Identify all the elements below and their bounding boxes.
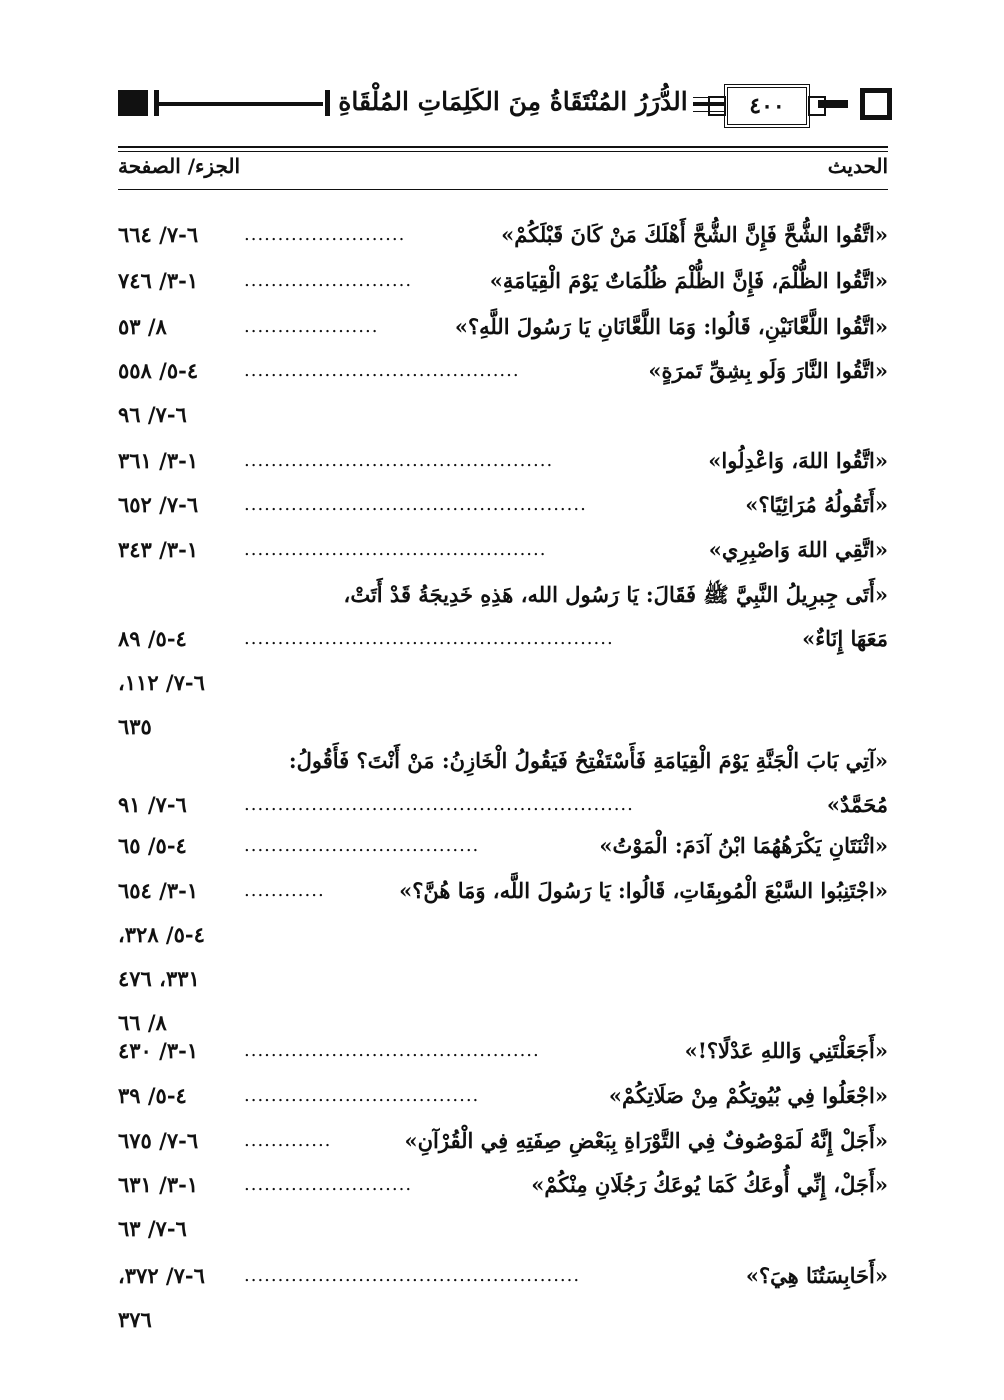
running-header bbox=[118, 78, 888, 130]
hadith-text-continued: مَعَهَا إِنَاءٌ» bbox=[802, 626, 888, 651]
reference: ٦-٧/ ١١٢، bbox=[118, 670, 205, 695]
divider bbox=[118, 189, 888, 190]
reference: ٦-٧/ ٦٦٤ bbox=[118, 222, 199, 247]
reference: ١-٣/ ٦٥٤ bbox=[118, 878, 199, 903]
reference: ١-٣/ ٤٣٠ bbox=[118, 1038, 199, 1063]
page-number: ٤٠٠ bbox=[724, 84, 810, 128]
reference: ٨/ ٥٣ bbox=[118, 314, 167, 339]
index-entry: «أَجَلْ إِنَّهُ لَمَوْصُوفٌ فِي التَّوْرَاةِ بِبَعْضِ صِفَتِهِ فِي الْقُرْآنِ» ............. ٦-٧/ ٦٧٥ bbox=[118, 1121, 888, 1165]
reference: ٦-٧/ ٦٣ bbox=[118, 1216, 187, 1241]
hadith-text: «اثْنَتَانِ يَكْرَهُهُمَا ابْنُ آدَمَ: الْمَوْتُ» bbox=[599, 833, 888, 858]
hadith-text: «اجْعَلُوا فِي بُيُوتِكُمْ مِنْ صَلَاتِكُمْ» bbox=[608, 1083, 888, 1108]
hadith-text: «اتَّقِي اللهَ وَاصْبِرِي» bbox=[708, 537, 888, 562]
index-entry: «اتَّقِي اللهَ وَاصْبِرِي» ............................................. ١-٣/ ٣٤٣ bbox=[118, 530, 888, 574]
reference: ٣٣١، ٤٧٦ bbox=[118, 966, 200, 991]
header-rule bbox=[158, 102, 323, 106]
ornament-block bbox=[118, 90, 148, 116]
index-entry: «اتَّقُوا الشُّحَّ فَإِنَّ الشُّحَّ أَهْلَكَ مَنْ كَانَ قَبْلَكُمْ» ........................ ٦-٧/ ٦٦٤ bbox=[118, 215, 888, 259]
reference: ١-٣/ ٣٦١ bbox=[118, 448, 199, 473]
hadith-text: «أَحَابِسَتُنَا هِيَ؟» bbox=[745, 1263, 888, 1288]
hadith-text: «أَجَلْ، إِنِّي أُوعَكُ كَمَا يُوعَكُ رَجُلَانِ مِنْكُمْ» bbox=[531, 1172, 888, 1197]
reference: ٦-٧/ ٩١ bbox=[118, 792, 187, 817]
hadith-text: «اجْتَنِبُوا السَّبْعَ الْمُوبِقَاتِ، قَالُوا: يَا رَسُولَ اللَّه، وَمَا هُنَّ؟» bbox=[399, 878, 888, 903]
reference: ٤-٥/ ٥٥٨ bbox=[118, 358, 199, 383]
hadith-text-continued: مُحَمَّدٌ» bbox=[826, 792, 888, 817]
reference: ٤-٥/ ٨٩ bbox=[118, 626, 187, 651]
index-entry: «اتَّقُوا اللهَ، وَاعْدِلُوا» .............................................. ١-٣/ ٣٦١ bbox=[118, 441, 888, 485]
reference: ٤-٥/ ٣٢٨، bbox=[118, 922, 205, 947]
index-entry: «اتَّقُوا النَّارَ وَلَو بِشِقِّ تَمرَةٍ» ......................................... ٤-٥/ ٥٥٨ ٦-٧/ ٩٦ bbox=[118, 351, 888, 439]
column-headings bbox=[118, 146, 888, 186]
reference: ١-٣/ ٧٤٦ bbox=[118, 268, 199, 293]
column-heading-volume-page: الجزء/ الصفحة bbox=[118, 154, 241, 178]
hadith-text: «اتَّقُوا الظُّلْمَ، فَإِنَّ الظُّلْمَ ظُلُمَاتٌ يَوْمَ الْقِيَامَةِ» bbox=[489, 268, 888, 293]
index-entry: «اتَّقُوا الظُّلْمَ، فَإِنَّ الظُّلْمَ ظُلُمَاتٌ يَوْمَ الْقِيَامَةِ» ......................... ١-٣/ ٧٤٦ bbox=[118, 261, 888, 305]
index-entry: «اثْنَتَانِ يَكْرَهُهُمَا ابْنُ آدَمَ: الْمَوْتُ» ................................... ٤-٥/ ٦٥ bbox=[118, 826, 888, 870]
hadith-text: «آتِي بَابَ الْجَنَّةِ يَوْمَ الْقِيَامَةِ فَأَسْتَفْتِحُ فَيَقُولُ الْخَازِنُ: مَنْ أَنْتَ؟ فَأَقُولُ: bbox=[288, 748, 888, 773]
reference: ٨/ ٦٦ bbox=[118, 1010, 167, 1035]
hadith-text: «اتَّقُوا اللهَ، وَاعْدِلُوا» bbox=[708, 448, 888, 473]
column-heading-hadith: الحديث bbox=[827, 154, 888, 178]
header-rule bbox=[818, 100, 848, 108]
reference: ٦-٧/ ٩٦ bbox=[118, 402, 187, 427]
reference: ٦-٧/ ٦٧٥ bbox=[118, 1128, 199, 1153]
index-entry: «اتَّقُوا اللَّعَّانَيْنِ، قَالُوا: وَمَا اللَّعَّانَانِ يَا رَسُولَ اللَّهِ؟» .................... ٨/ ٥٣ bbox=[118, 307, 888, 351]
hadith-text: «أَجَعَلْتَنِي وَاللهِ عَدْلًا؟!» bbox=[684, 1038, 888, 1063]
hadith-text: «أَجَلْ إِنَّهُ لَمَوْصُوفٌ فِي التَّوْرَاةِ بِبَعْضِ صِفَتِهِ فِي الْقُرْآنِ» bbox=[404, 1128, 888, 1153]
ornament-square bbox=[860, 88, 892, 120]
hadith-text: «أَتَقُولُهُ مُرَائِيًا؟» bbox=[745, 492, 888, 517]
index-entry: «أَجَلْ، إِنِّي أُوعَكُ كَمَا يُوعَكُ رَجُلَانِ مِنْكُمْ» ......................... ١-٣/ ٦٣١ ٦-٧/ ٦٣ bbox=[118, 1165, 888, 1253]
index-entry: «أَحَابِسَتُنَا هِيَ؟» .................................................. ٦-٧/ ٣٧٢، ٣٧٦ bbox=[118, 1256, 888, 1344]
hadith-text: «اتَّقُوا الشُّحَّ فَإِنَّ الشُّحَّ أَهْلَكَ مَنْ كَانَ قَبْلَكُمْ» bbox=[501, 222, 888, 247]
reference: ٤-٥/ ٦٥ bbox=[118, 833, 187, 858]
reference: ٦-٧/ ٣٧٢، bbox=[118, 1263, 205, 1288]
reference: ٤-٥/ ٣٩ bbox=[118, 1083, 187, 1108]
reference: ٦-٧/ ٦٥٢ bbox=[118, 492, 199, 517]
index-entry: «أَجَعَلْتَنِي وَاللهِ عَدْلًا؟!» ............................................ ١-٣/ ٤٣٠ bbox=[118, 1031, 888, 1075]
book-title: الدُّرَرُ المُنْتَقَاةُ مِنَ الكَلِمَاتِ المُلْقَاةِ bbox=[338, 87, 688, 116]
index-entry: «آتِي بَابَ الْجَنَّةِ يَوْمَ الْقِيَامَةِ فَأَسْتَفْتِحُ فَيَقُولُ الْخَازِنُ: مَنْ أَنْتَ؟ فَأَقُولُ: مُحَمَّدٌ» .......................................................... ٦-٧/ ٩١ bbox=[118, 741, 888, 829]
reference: ١-٣/ ٣٤٣ bbox=[118, 537, 199, 562]
index-entry: «أَتَى جِبرِيلُ النَّبِيَّ ﷺ فَقَالَ: يَا رَسُول الله، هَذِهِ خَدِيجَةُ قَدْ أَتَتْ، مَعَهَا إِنَاءٌ» ....................................................... ٤-٥/ ٨٩ ٦-٧/ ١١٢، ٦٣٥ bbox=[118, 575, 888, 751]
index-entry: «اجْعَلُوا فِي بُيُوتِكُمْ مِنْ صَلَاتِكُمْ» ................................... ٤-٥/ ٣٩ bbox=[118, 1076, 888, 1120]
index-entry: «أَتَقُولُهُ مُرَائِيًا؟» ................................................... ٦-٧/ ٦٥٢ bbox=[118, 485, 888, 529]
hadith-text: «أَتَى جِبرِيلُ النَّبِيَّ ﷺ فَقَالَ: يَا رَسُول الله، هَذِهِ خَدِيجَةُ قَدْ أَتَتْ، bbox=[343, 582, 888, 607]
reference: ٦٣٥ bbox=[118, 714, 152, 739]
reference: ١-٣/ ٦٣١ bbox=[118, 1172, 199, 1197]
hadith-text: «اتَّقُوا النَّارَ وَلَو بِشِقِّ تَمرَةٍ» bbox=[648, 358, 888, 383]
index-entry: «اجْتَنِبُوا السَّبْعَ الْمُوبِقَاتِ، قَالُوا: يَا رَسُولَ اللَّه، وَمَا هُنَّ؟» ............ ١-٣/ ٦٥٤ ٤-٥/ ٣٢٨، ٣٣١، ٤٧٦ ٨/ ٦٦ bbox=[118, 871, 888, 1047]
divider bbox=[118, 146, 888, 148]
hadith-text: «اتَّقُوا اللَّعَّانَيْنِ، قَالُوا: وَمَا اللَّعَّانَانِ يَا رَسُولَ اللَّهِ؟» bbox=[454, 314, 888, 339]
divider bbox=[118, 151, 888, 152]
ornament-bar bbox=[325, 90, 330, 116]
reference: ٣٧٦ bbox=[118, 1307, 152, 1332]
